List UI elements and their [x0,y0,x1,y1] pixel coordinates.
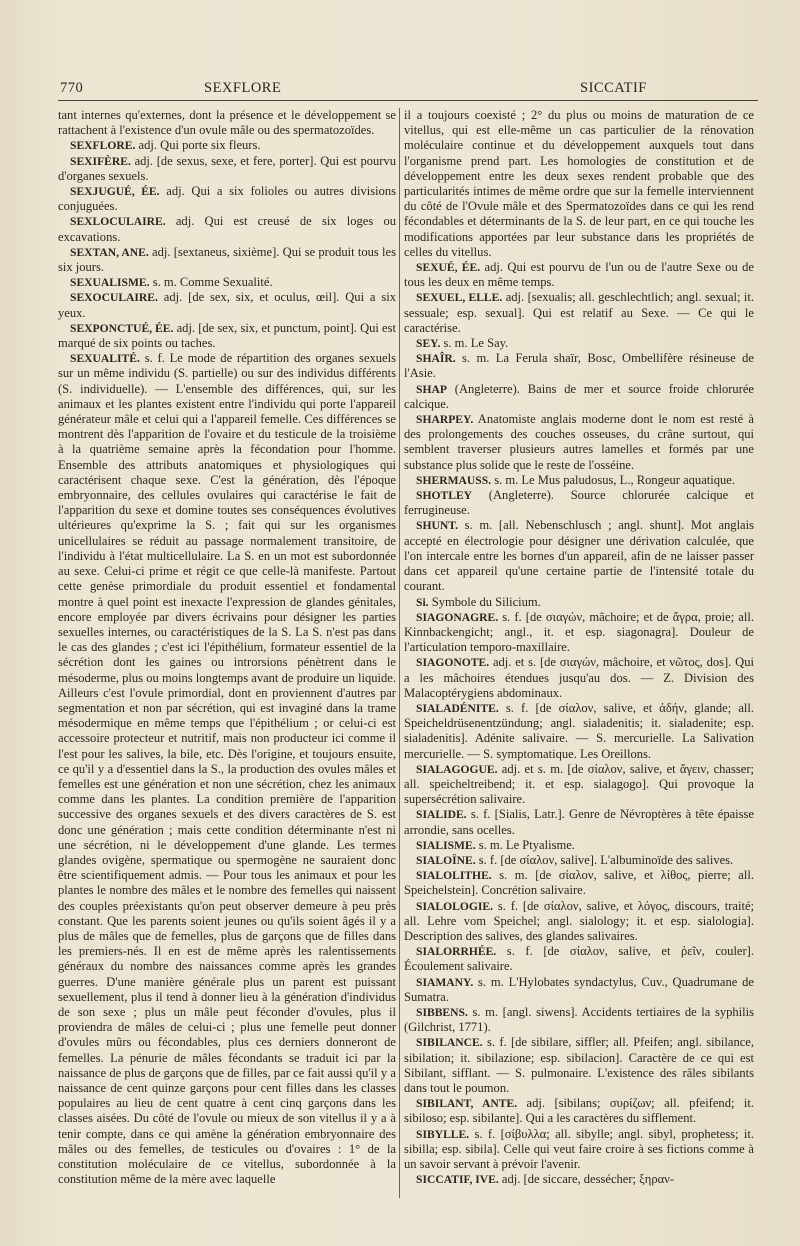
dictionary-entry [58,214,396,244]
entry-definition: s. m. Le Say. [440,336,509,351]
dictionary-entry [58,184,396,214]
entry-definition: s. m. Le Ptyalisme. [475,837,575,852]
entry-definition: s. f. [de σιαγών, mâchoire; et de ἄγρα, proie; all. Kinnbackengicht; angl., it. et esp. siagonagra]. Douleur de l'articulation temporo-maxillaire. [404,609,754,655]
dictionary-entry [404,838,754,853]
entry-headword: SIALOLOGIE. [416,899,493,913]
entry-definition: Symbole du Silicium. [428,594,541,609]
entry-definition: (Angleterre). Source chlorurée calcique et ferrugineuse. [404,488,754,518]
dictionary-entry [58,290,396,320]
entry-headword: SEXUALITÉ. [70,352,140,366]
dictionary-entry [404,807,754,837]
dictionary-entry [404,701,754,762]
entry-headword: SIAGONAGRE. [416,610,499,624]
dictionary-entry [404,944,754,974]
entry-definition: s. f. Le mode de répartition des organes sexuels sur un même individu (S. partielle) ou sur des individus différents (S. individuelle). — L'ensemble des différences, qui, sur les animaux et les plantes existent entre l'individu qui porte l'appareil générateur mâle et celui qui a l'appareil femelle. Ces différences se montrent dès l'apparition de l'ovaire et du testicule de la troisième à la quatrième semaine après la fécondation pour l'homme. Ensemble des attributs anatomiques et physiologiques qui caractérisent chaque sexe. C'est la génération, dès l'époque embryonnaire, des cellules ovulaires qui caractérise le fait de l'apparition du sexe et domine toutes ses conséquences évolutives ultérieures qu'exprime la S. ; fait qui sur les organismes unicellulaires se réduit au passage normalement transitoire, de l'individu à l'état multicellulaire. La S. en un mot est subordonnée au sexe. Celui-ci prime et régit ce que celle-là manifeste. Partout cette genèse primordiale du produit essentiel et fondamental montre à quel point est inexacte l'expression de glandes génitales, encore employée par divers écrivains pour désigner les parties sexuelles internes, ou caractéristiques de la S. La S. n'est pas dans le cas des glandes ; c'est ici l'épithélium, formateur essentiel de la sécrétion dont les gaines ou introrsions pénètrent dans le mésoderme, plus ou moins longtemps avant de produire un liquide. Ailleurs c'est l'ovule primordial, dont en proviennent d'autres par segmentation et non par sécrétion, qui est invaginé dans la trame mésodermique en même temps que l'épithélium ; or celui-ci est accessoire protecteur et nutritif, mais non producteur ici comme il l'est pour les salives, la bile, etc. Dès l'origine, et toujours ensuite, ce qu'il y a d'essentiel dans la S., la production des ovules mâles et femelles est une génération et non une sécrétion, chez les animaux comme dans les plantes. La condition première de l'apparition successive des organes sexuels et des divers caractères de S. est donc une génération ; mais cette condition déterminante n'est ni une sécrétion, ni le développement d'une glande. Les termes glandes ovigène, spermatique ou spermogène ne sauraient donc être scientifiquement admis. — Pour tous les animaux et pour les plantes le nombre des mâles et le nombre des femelles qui naissent des couples préexistants qu'on peut observer demeure à peu près constant. Que les parents soient jeunes ou qu'ils soient âgés il y a plus de mâles que de femelles, plus de garçons que de filles dans les premiers-nés. Il en est de même après les ralentissements généraux du nombre des naissances comme après les grandes guerres. D'une manière générale plus un parent est puissant sexuellement, plus il tend à donner lieu à la génération d'individus de son sexe ; plus un mâle peut féconder d'ovules, plus il proviendra de mâles de celui-ci ; plus une femelle peut donner d'ovules mûrs ou fécondables, plus ces derniers donneront de femelles. La pénurie de mâles fécondants se traduit ici par la naissance de plus de garçons que de filles, par ce fait aussi qu'il y a naissance de cent quinze garçons pour cent filles dans les classes populaires au lieu de cent quatre à cent cinq garçons dans les classes aisées. Du côté de l'ovule ou mieux de son vitellus il y a à tenir compte, dans ce qui amène la génération embryonnaire des mâles ou des femelles, de testicules ou d'ovaires : 1° de la constitution moléculaire de ce vitellus, subordonnée à la constitution même de la mère avec laquelle [58,351,396,1187]
entry-headword: SIALOLITHE. [416,869,492,883]
left-column [58,108,396,1198]
entry-definition: s. m. [angl. siwens]. Accidents tertiaires de la syphilis (Gilchrist, 1771). [404,1004,754,1035]
entry-definition: il a toujours coexisté ; 2° du plus ou moins de maturation de ce vitellus, qui est elle-même un cas particulier de la rénovation moléculaire continue et du développement auxquels tout dans l'organisme prend part. Les homologies de constitution et de développement entre les deux sexes rendent probable que des particularités intimes de même ordre que sur la femelle interviennent du côté de l'Ovule mâle et des Spermatozoïdes dans ce qui les rend fécondables et déterminants de la S. de leur part, en ce qui touche les modifications apportées par leur substance dans les propriétés de celles du vitellus. [404,108,754,259]
entry-headword: SIBYLLE. [416,1127,470,1141]
entry-headword: SEXUEL, ELLE. [416,291,503,305]
dictionary-entry [404,1096,754,1126]
entry-definition: tant internes qu'externes, dont la présence et le développement se rattachent à l'existence d'un ovule mâle ou des spermatozoïdes. [58,108,396,138]
entry-definition: s. m. L'Hylobates syndactylus, Cuv., Quadrumane de Sumatra. [404,974,754,1004]
dictionary-entry [58,154,396,184]
entry-headword: SHAP [416,382,447,396]
entry-definition: adj. et s. [de σιαγών, mâchoire, et νῶτος, dos]. Qui a les mâchoires étendues jusqu'au dos. — Z. Division des Malacoptérygiens abdominaux. [404,655,754,700]
entry-definition: s. m. Comme Sexualité. [149,275,273,290]
entry-definition: adj. [de sexus, sexe, et fere, porter]. Qui est pourvu d'organes sexuels. [58,153,396,183]
entry-headword: SEXOCULAIRE. [70,291,158,305]
entry-headword: SEXJUGUÉ, ÉE. [70,185,160,199]
entry-definition: adj. Qui porte six fleurs. [135,138,261,153]
right-column [404,108,754,1198]
entry-headword: SHAÎR. [416,352,456,366]
entry-definition: s. f. [de σίαλον, salive, et ῥεῖν, couler]. Écoulement salivaire. [404,944,754,974]
dictionary-entry [404,595,754,610]
left-running-head: SEXFLORE [204,80,282,96]
entry-definition: adj. [de sex, six, et oculus, œil]. Qui a six yeux. [58,290,396,320]
dictionary-entry [404,610,754,656]
dictionary-entry [58,245,396,275]
entry-headword: SIBILANCE. [416,1036,483,1050]
dictionary-entry [404,351,754,381]
dictionary-entry [404,290,754,336]
dictionary-entry [404,260,754,290]
entry-definition: adj. [de sex, six, et punctum, point]. Qui est marqué de six points ou taches. [58,320,396,351]
entry-headword: SIBILANT, ANTE. [416,1097,518,1111]
entry-definition: (Angleterre). Bains de mer et source froide chlorurée calcique. [404,381,754,411]
entry-headword: SEXPONCTUÉ, ÉE. [70,321,174,335]
entry-definition: s. f. [de sibilare, siffler; all. Pfeifen; angl. sibilance, sibilation; it. sibilazione; esp. sibilacion]. Caractère de ce qui est Sibilant, sifflant. — S. pulmonaire. L'existence des râles sibilants dans tout le poumon. [404,1035,754,1095]
entry-headword: SHERMAUSS. [416,473,492,487]
dictionary-entry [404,473,754,488]
entry-headword: SHUNT. [416,519,458,533]
entry-headword: SIALIDE. [416,808,467,822]
entry-headword: Si. [416,595,429,609]
dictionary-entry [58,108,396,138]
entry-headword: SEXTAN, ANE. [70,245,149,259]
entry-headword: SEY. [416,337,441,351]
entry-headword: SHARPEY. [416,413,474,427]
entry-definition: Anatomiste anglais moderne dont le nom est resté à des prolongements des couches osseuses, du crâne surtout, qui semblent traverser plusieurs autres lamelles et formés par une substance plus solide que le reste de l'osséine. [404,412,754,472]
dictionary-entry [58,138,396,153]
dictionary-entry [404,762,754,808]
entry-headword: SIALISME. [416,838,476,852]
dictionary-entry [404,1005,754,1035]
dictionary-entry [404,1035,754,1096]
entry-headword: SEXUÉ, ÉE. [416,261,481,275]
dictionary-entry [404,853,754,868]
dictionary-entry [404,108,754,260]
dictionary-entry [404,412,754,473]
dictionary-entry [404,488,754,518]
entry-headword: SIALAGOGUE. [416,762,498,776]
entry-definition: adj. [sibilans; συρίζων; all. pfeifend; it. sibiloso; esp. sibilante]. Qui a les caractères du sifflement. [404,1096,754,1126]
entry-headword: SIALOÏNE. [416,853,476,867]
entry-headword: SIBBENS. [416,1005,468,1019]
dictionary-entry [404,382,754,412]
entry-definition: adj. Qui est pourvu de l'un ou de l'autre Sexe ou de tous les deux en même temps. [404,260,754,290]
entry-headword: SHOTLEY [416,489,473,503]
entry-headword: SEXIFÈRE. [70,154,131,168]
entry-headword: SIALADÉNITE. [416,701,499,715]
entry-definition: s. f. [Sialis, Latr.]. Genre de Névroptères à tête épaisse arrondie, sans ocelles. [404,807,754,837]
entry-definition: adj. et s. m. [de σίαλον, salive, et ἄγειν, chasser; all. speicheltreibend; it. et esp. sialagogo]. Qui provoque la supersécrétion salivaire. [404,761,754,807]
dictionary-entry [404,1172,754,1187]
dictionary-entry [404,868,754,898]
entry-headword: SEXLOCULAIRE. [70,215,166,229]
dictionary-entry [404,518,754,594]
entry-definition: adj. Qui est creusé de six loges ou excavations. [58,214,396,244]
entry-definition: adj. [sexualis; all. geschlechtlich; angl. sexual; it. sessuale; esp. sexual]. Qui est relatif au Sexe. — Ce qui le caractérise. [404,290,754,335]
entry-definition: adj. [sextaneus, sixième]. Qui se produit tous les six jours. [58,244,396,275]
entry-headword: SIAMANY. [416,975,474,989]
dictionary-entry [404,655,754,701]
dictionary-entry [404,336,754,351]
entry-definition: s. f. [de σίαλον, salive]. L'albuminoïde des salives. [475,852,734,867]
page-number: 770 [60,80,84,96]
entry-definition: adj. Qui a six folioles ou autres divisions conjuguées. [58,184,396,214]
entry-definition: s. m. Le Mus paludosus, L., Rongeur aquatique. [491,472,735,487]
right-running-head: SICCATIF [580,80,647,96]
entry-headword: SEXFLORE. [70,139,136,153]
dictionary-entry [404,1127,754,1173]
dictionary-entry [58,351,396,1187]
dictionary-entry [404,899,754,945]
entry-headword: SEXUALISME. [70,276,150,290]
entry-definition: adj. [de siccare, dessécher; ξηραν- [498,1172,675,1187]
entry-definition: s. m. [de σίαλον, salive, et λίθος, pierre; all. Speichelstein]. Concrétion salivaire. [404,868,754,898]
entry-definition: s. f. [de σίαλον, salive, et λόγος, discours, traité; all. Lehre vom Speichel; angl. sialology; it. et esp. sialologia]. Description des salives, des glandes salivaires. [404,898,754,943]
entry-headword: SICCATIF, IVE. [416,1173,499,1187]
entry-definition: s. m. La Ferula shaïr, Bosc, Ombellifère résineuse de l'Asie. [404,351,754,381]
entry-definition: s. m. [all. Nebenschlusch ; angl. shunt]. Mot anglais accepté en électrologie pour désigner une dérivation calculée, que l'on intercale entre les bornes d'un appareil, afin de ne laisser passer dans cet appareil qu'une certaine partie de l'intensité totale du courant. [404,518,754,594]
dictionary-entry [58,321,396,351]
entry-definition: s. f. [de σίαλον, salive, et ἀδήν, glande; all. Speicheldrüsenentzündung; angl. sialadenitis; it. sialadenite; esp. sialadenitis]. Adénite salivaire. — S. mercurielle. La Salivation mercurielle. — S. symptomatique. Les Oreillons. [404,700,754,761]
entry-headword: SIALORRHÉE. [416,945,497,959]
dictionary-entry [58,275,396,290]
running-header [58,78,758,101]
entry-headword: SIAGONOTE. [416,656,490,670]
column-divider [399,108,400,1198]
entry-definition: s. f. [σίβυλλα; all. sibylle; angl. sibyl, prophetess; it. sibilla; esp. sibila]. Celle qui veut faire croire à ses fictions comme à un savoir servant à prévoir l'avenir. [404,1126,754,1172]
dictionary-entry [404,975,754,1005]
